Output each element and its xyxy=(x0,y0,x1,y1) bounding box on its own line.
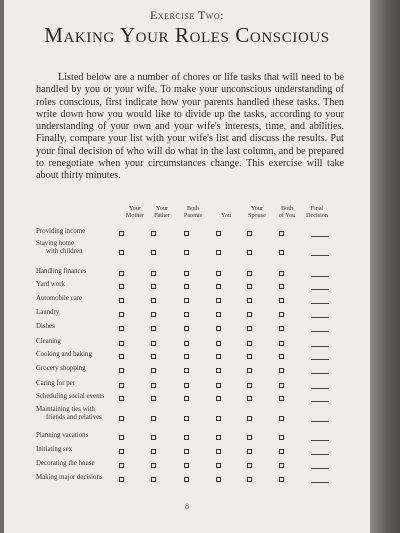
checkbox[interactable] xyxy=(279,383,284,388)
checkbox[interactable] xyxy=(247,435,252,440)
checkbox[interactable] xyxy=(184,463,189,468)
checkbox[interactable] xyxy=(216,284,221,289)
checkbox[interactable] xyxy=(247,449,252,454)
checkbox[interactable] xyxy=(279,298,284,303)
checkbox[interactable] xyxy=(216,477,221,482)
task-label xyxy=(36,406,102,421)
checkbox[interactable] xyxy=(279,449,284,454)
checkbox[interactable] xyxy=(151,354,156,359)
book-page xyxy=(4,0,370,533)
checkbox[interactable] xyxy=(279,477,284,482)
checkbox[interactable] xyxy=(247,231,252,236)
checkbox[interactable] xyxy=(216,354,221,359)
checkbox[interactable] xyxy=(119,312,124,317)
task-label xyxy=(36,240,83,255)
checkbox[interactable] xyxy=(216,231,221,236)
checkbox[interactable] xyxy=(184,396,189,401)
task-label-text: Yard work xyxy=(36,281,65,288)
column-header-line1: Your xyxy=(250,205,264,212)
final-decision-line[interactable] xyxy=(311,317,329,318)
checkbox[interactable] xyxy=(279,326,284,331)
checkbox[interactable] xyxy=(279,396,284,401)
task-label-text: Providing income xyxy=(36,228,86,235)
column-header-line2: Mother xyxy=(125,211,145,219)
task-label-text: Initiating sex xyxy=(36,446,73,453)
checkbox[interactable] xyxy=(151,416,156,421)
task-label xyxy=(36,393,104,401)
final-decision-line[interactable] xyxy=(311,255,329,256)
checkbox[interactable] xyxy=(151,463,156,468)
column-header xyxy=(179,206,207,220)
final-decision-line[interactable] xyxy=(311,359,329,360)
checkbox[interactable] xyxy=(184,383,189,388)
checkbox[interactable] xyxy=(119,449,124,454)
checkbox[interactable] xyxy=(216,341,221,346)
checkbox[interactable] xyxy=(279,250,284,255)
final-decision-line[interactable] xyxy=(311,236,329,237)
checkbox[interactable] xyxy=(247,368,252,373)
checkbox[interactable] xyxy=(119,435,124,440)
final-decision-line[interactable] xyxy=(311,388,329,389)
checkbox[interactable] xyxy=(119,271,124,276)
checkbox[interactable] xyxy=(151,250,156,255)
checkbox[interactable] xyxy=(247,416,252,421)
column-header xyxy=(212,206,240,220)
final-decision-line[interactable] xyxy=(311,276,329,277)
column-header-line1: Your xyxy=(128,205,142,212)
checkbox[interactable] xyxy=(247,383,252,388)
column-header-line2: You xyxy=(220,211,232,219)
checkbox[interactable] xyxy=(279,354,284,359)
task-label-text: Making major decisions xyxy=(36,474,103,481)
checkbox[interactable] xyxy=(247,463,252,468)
checkbox[interactable] xyxy=(151,435,156,440)
checkbox[interactable] xyxy=(119,396,124,401)
final-decision-line[interactable] xyxy=(311,440,329,441)
checkbox[interactable] xyxy=(119,231,124,236)
final-decision-line[interactable] xyxy=(311,346,329,347)
final-decision-line[interactable] xyxy=(311,482,329,483)
checkbox[interactable] xyxy=(279,416,284,421)
checkbox[interactable] xyxy=(119,416,124,421)
task-label-text: Laundry xyxy=(36,309,60,316)
final-decision-line[interactable] xyxy=(311,373,329,374)
checkbox[interactable] xyxy=(119,368,124,373)
checkbox[interactable] xyxy=(151,396,156,401)
final-decision-line[interactable] xyxy=(311,289,329,290)
checkbox[interactable] xyxy=(184,435,189,440)
checkbox[interactable] xyxy=(119,477,124,482)
task-label-text: Planning vacations xyxy=(36,432,89,439)
checkbox[interactable] xyxy=(247,250,252,255)
checkbox[interactable] xyxy=(184,284,189,289)
checkbox[interactable] xyxy=(151,341,156,346)
checkbox[interactable] xyxy=(119,298,124,303)
column-header-line2: Parents xyxy=(183,211,203,219)
checkbox[interactable] xyxy=(279,312,284,317)
task-label-text: Handling finances xyxy=(36,268,87,275)
checkbox[interactable] xyxy=(184,271,189,276)
final-decision-line[interactable] xyxy=(311,454,329,455)
checkbox[interactable] xyxy=(216,383,221,388)
column-header-line1: Final xyxy=(310,205,324,212)
checkbox[interactable] xyxy=(279,284,284,289)
task-label xyxy=(36,295,82,303)
task-label-text: Caring for pet xyxy=(36,380,75,387)
checkbox[interactable] xyxy=(247,284,252,289)
task-label xyxy=(36,446,72,454)
checkbox[interactable] xyxy=(216,449,221,454)
column-header xyxy=(121,206,149,220)
checkbox[interactable] xyxy=(279,231,284,236)
column-header-line2: Spouse xyxy=(248,211,266,219)
column-header-line1: Both xyxy=(280,205,294,212)
checkbox[interactable] xyxy=(151,312,156,317)
final-decision-line[interactable] xyxy=(311,401,329,402)
page-number: 8 xyxy=(185,502,189,511)
checkbox[interactable] xyxy=(247,271,252,276)
column-header-line2: Decision xyxy=(306,211,328,219)
checkbox[interactable] xyxy=(184,312,189,317)
checkbox[interactable] xyxy=(216,435,221,440)
checkbox[interactable] xyxy=(279,435,284,440)
checkbox[interactable] xyxy=(184,368,189,373)
task-label xyxy=(36,281,65,289)
final-decision-line[interactable] xyxy=(311,421,329,422)
checkbox[interactable] xyxy=(279,341,284,346)
checkbox[interactable] xyxy=(279,271,284,276)
checkbox[interactable] xyxy=(184,354,189,359)
checkbox[interactable] xyxy=(151,368,156,373)
task-label-continuation: with children xyxy=(46,247,83,255)
checkbox[interactable] xyxy=(151,271,156,276)
intro-paragraph: Listed below are a number of chores or life tasks that will need to be handled by you or your wife. To make your unconscious understanding of roles conscious, first indicate how your parents handled these tasks. Then write down how you would like to divide up the tasks, according to your understanding of your own and your wife's interests, time, and abilities. Finally, compare your list with your wife's list and discuss the results. Put your final decision of who will do what in the last column, and be prepared to renegotiate when your circumstances change. This exercise will take about thirty minutes. xyxy=(36,72,344,182)
exercise-label: Exercise Two: xyxy=(150,8,224,22)
checkbox[interactable] xyxy=(184,477,189,482)
checkbox[interactable] xyxy=(216,312,221,317)
page-title: Making Your Roles Conscious xyxy=(44,23,330,47)
column-header xyxy=(273,206,301,220)
final-decision-line[interactable] xyxy=(311,331,329,332)
checkbox[interactable] xyxy=(119,326,124,331)
task-label xyxy=(36,432,88,440)
checkbox[interactable] xyxy=(184,341,189,346)
checkbox[interactable] xyxy=(184,326,189,331)
checkbox[interactable] xyxy=(247,312,252,317)
task-label-text: Grocery shopping xyxy=(36,365,86,372)
task-label xyxy=(36,474,103,482)
checkbox[interactable] xyxy=(184,250,189,255)
task-label xyxy=(36,365,86,373)
column-header-line2: Father xyxy=(154,211,170,219)
column-header xyxy=(148,206,176,220)
checkbox[interactable] xyxy=(216,298,221,303)
checkbox[interactable] xyxy=(151,449,156,454)
task-label xyxy=(36,351,92,359)
checkbox[interactable] xyxy=(119,284,124,289)
checkbox[interactable] xyxy=(119,250,124,255)
task-label-text: Maintaining ties with xyxy=(36,406,95,413)
checkbox[interactable] xyxy=(216,416,221,421)
checkbox[interactable] xyxy=(151,298,156,303)
task-label-text: Cooking and baking xyxy=(36,351,92,358)
checkbox[interactable] xyxy=(247,396,252,401)
column-header-line1: Your xyxy=(155,205,169,212)
task-label xyxy=(36,380,75,388)
task-label-continuation: friends and relatives xyxy=(46,413,102,421)
checkbox[interactable] xyxy=(247,477,252,482)
facing-page-edge xyxy=(370,0,400,533)
checkbox[interactable] xyxy=(216,326,221,331)
task-label-text: Cleaning xyxy=(36,338,61,345)
checkbox[interactable] xyxy=(151,383,156,388)
checkbox[interactable] xyxy=(247,354,252,359)
final-decision-line[interactable] xyxy=(311,468,329,469)
column-header xyxy=(243,206,271,220)
checkbox[interactable] xyxy=(184,416,189,421)
task-label xyxy=(36,338,61,346)
task-label-text: Automobile care xyxy=(36,295,83,302)
task-label xyxy=(36,460,95,468)
column-header xyxy=(303,206,331,220)
checkbox[interactable] xyxy=(216,271,221,276)
final-decision-line[interactable] xyxy=(311,303,329,304)
checkbox[interactable] xyxy=(151,231,156,236)
task-label-text: Dishes xyxy=(36,323,55,330)
checkbox[interactable] xyxy=(119,463,124,468)
task-label-text: Scheduling social events xyxy=(36,393,105,400)
checkbox[interactable] xyxy=(119,354,124,359)
checkbox[interactable] xyxy=(184,449,189,454)
checkbox[interactable] xyxy=(216,396,221,401)
task-label-text: Decorating the house xyxy=(36,460,95,467)
checkbox[interactable] xyxy=(279,463,284,468)
task-label xyxy=(36,323,55,331)
roles-checklist xyxy=(4,0,370,533)
task-label xyxy=(36,268,86,276)
checkbox[interactable] xyxy=(216,463,221,468)
checkbox[interactable] xyxy=(151,284,156,289)
checkbox[interactable] xyxy=(247,326,252,331)
checkbox[interactable] xyxy=(216,250,221,255)
task-label xyxy=(36,309,59,317)
checkbox[interactable] xyxy=(216,368,221,373)
checkbox[interactable] xyxy=(151,477,156,482)
checkbox[interactable] xyxy=(184,298,189,303)
checkbox[interactable] xyxy=(247,341,252,346)
checkbox[interactable] xyxy=(247,298,252,303)
task-label-text: Staying home xyxy=(36,240,75,247)
checkbox[interactable] xyxy=(151,326,156,331)
task-label xyxy=(36,228,85,236)
checkbox[interactable] xyxy=(184,231,189,236)
checkbox[interactable] xyxy=(279,368,284,373)
column-header-line2: of You xyxy=(278,211,296,219)
checkbox[interactable] xyxy=(119,383,124,388)
checkbox[interactable] xyxy=(119,341,124,346)
column-header-line1: Both xyxy=(186,205,200,212)
